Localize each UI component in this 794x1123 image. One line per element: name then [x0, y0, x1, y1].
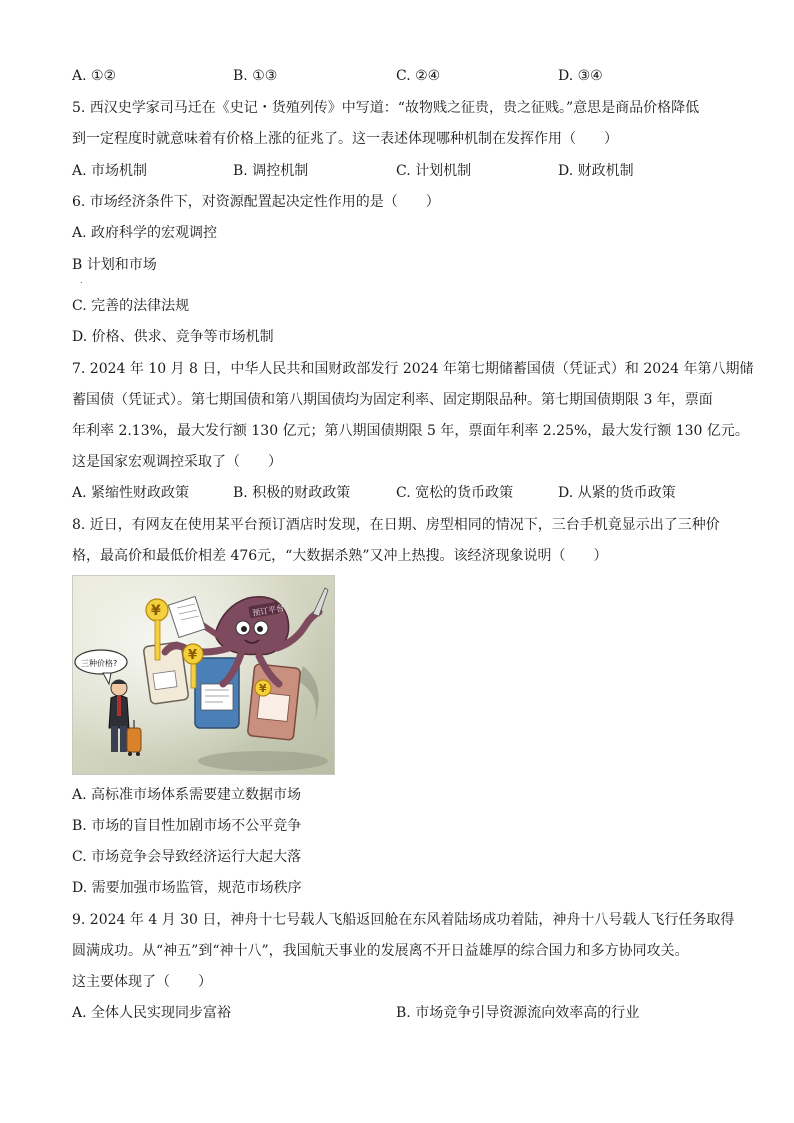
svg-text:¥: ¥ — [151, 603, 161, 619]
q8-option-a: A. 高标准市场体系需要建立数据市场 — [72, 787, 302, 803]
bubble-text: 三种价格? — [81, 659, 118, 668]
q6-option-c: C. 完善的法律法规 — [72, 298, 190, 314]
octopus-label: 预订平台 — [251, 603, 285, 618]
q9-stem-line-3: 这主要体现了（ ） — [72, 974, 212, 990]
q8-option-b: B. 市场的盲目性加剧市场不公平竞争 — [72, 818, 302, 834]
q7-option-c: C. 宽松的货币政策 — [396, 485, 514, 501]
svg-text:¥: ¥ — [188, 648, 198, 663]
q6-option-b: B 计划和市场 — [72, 257, 157, 273]
q5-option-c: C. 计划机制 — [396, 163, 472, 179]
q4-option-c: C. ②④ — [396, 68, 441, 84]
q7-stem-line-2: 蓄国债（凭证式）。第七期国债和第八期国债均为固定利率、固定期限品种。第七期国债期限 3 年，票面 — [72, 392, 713, 408]
q9-stem-line-1: 9. 2024 年 4 月 30 日，神舟十七号载人飞船返回舱在东风着陆场成功着陆，神舟十八号载人飞行任务取得 — [72, 912, 735, 928]
q6-option-a: A. 政府科学的宏观调控 — [72, 225, 218, 241]
q5-option-d: D. 财政机制 — [558, 163, 634, 179]
q7-option-a: A. 紧缩性财政政策 — [72, 485, 190, 501]
q7-option-d: D. 从紧的货币政策 — [558, 485, 676, 501]
q5-stem-line-1: 5. 西汉史学家司马迁在《史记・货殖列传》中写道：“故物贱之征贵，贵之征贱。”意思是商品价格降低 — [72, 100, 700, 116]
stray-dot: . — [80, 276, 83, 285]
q8-option-d: D. 需要加强市场监管，规范市场秩序 — [72, 880, 302, 896]
q5-stem-line-2: 到一定程度时就意味着有价格上涨的征兆了。这一表述体现哪种机制在发挥作用（ ） — [72, 131, 618, 147]
q6-option-d: D. 价格、供求、竞争等市场机制 — [72, 329, 274, 345]
q5-option-a: A. 市场机制 — [72, 163, 148, 179]
q6-stem: 6. 市场经济条件下，对资源配置起决定性作用的是（ ） — [72, 194, 440, 210]
q5-option-b: B. 调控机制 — [233, 163, 309, 179]
q9-option-b: B. 市场竞争引导资源流向效率高的行业 — [396, 1005, 640, 1021]
q7-stem-line-4: 这是国家宏观调控采取了（ ） — [72, 454, 282, 470]
q9-option-a: A. 全体人民实现同步富裕 — [72, 1005, 232, 1021]
q7-stem-line-1: 7. 2024 年 10 月 8 日，中华人民共和国财政部发行 2024 年第七期储蓄国债（凭证式）和 2024 年第八期储 — [72, 361, 754, 377]
q4-option-d: D. ③④ — [558, 68, 603, 84]
q8-stem-line-1: 8. 近日，有网友在使用某平台预订酒店时发现，在日期、房型相同的情况下，三台手机竟显示出了三种价 — [72, 517, 720, 533]
q4-option-b: B. ①③ — [233, 68, 278, 84]
svg-text:¥: ¥ — [259, 682, 267, 695]
q4-option-a: A. ①② — [72, 68, 117, 84]
q8-stem-line-2: 格，最高价和最低价相差 476元，“大数据杀熟”又冲上热搜。该经济现象说明（ ） — [72, 548, 608, 564]
big-data-pricing-cartoon — [72, 575, 335, 775]
q7-stem-line-3: 年利率 2.13%，最大发行额 130 亿元；第八期国债期限 5 年，票面年利率 2.25%，最大发行额 130 亿元。 — [72, 423, 749, 439]
q9-stem-line-2: 圆满成功。从“神五”到“神十八”，我国航天事业的发展离不开日益雄厚的综合国力和多方协同攻关。 — [72, 943, 689, 959]
q7-option-b: B. 积极的财政政策 — [233, 485, 351, 501]
q8-option-c: C. 市场竞争会导致经济运行大起大落 — [72, 849, 302, 865]
